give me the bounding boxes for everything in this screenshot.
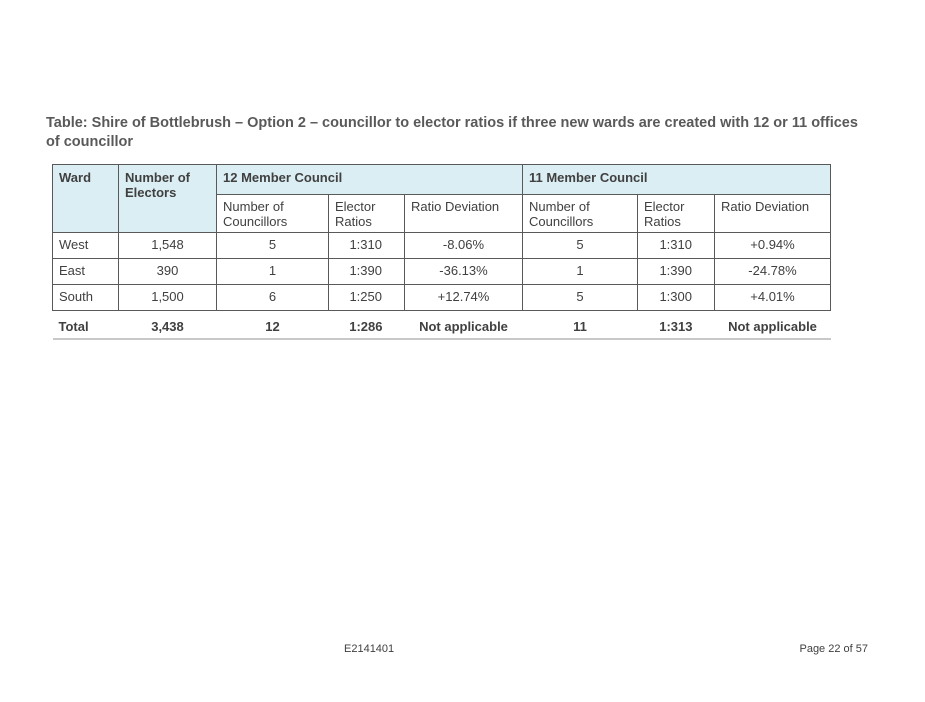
header-elector-ratios-11: Elector Ratios — [638, 195, 715, 233]
table-row — [53, 233, 831, 259]
cell-councillors-11: 11 — [523, 311, 638, 339]
header-electors: Number of Electors — [119, 165, 217, 233]
cell-ward: Total — [53, 311, 119, 339]
cell-deviation-12: -36.13% — [405, 259, 523, 285]
page-number: Page 22 of 57 — [799, 643, 868, 655]
cell-councillors-11: 5 — [523, 233, 638, 259]
cell-ward: South — [53, 285, 119, 311]
cell-ratio-12: 1:286 — [329, 311, 405, 339]
table-row — [53, 285, 831, 311]
cell-ward: West — [53, 233, 119, 259]
cell-ratio-11: 1:313 — [638, 311, 715, 339]
cell-ratio-12: 1:250 — [329, 285, 405, 311]
header-councillors-12: Number of Councillors — [217, 195, 329, 233]
table-row — [53, 259, 831, 285]
cell-councillors-11: 1 — [523, 259, 638, 285]
cell-electors: 1,500 — [119, 285, 217, 311]
table-caption: Table: Shire of Bottlebrush – Option 2 – councillor to elector ratios if three new wards are created with 12 or 11 offices of councillor — [46, 115, 858, 150]
document-id: E2141401 — [344, 643, 395, 655]
header-elector-ratios-12: Elector Ratios — [329, 195, 405, 233]
header-12-member-council: 12 Member Council — [217, 165, 523, 195]
cell-ward: East — [53, 259, 119, 285]
cell-deviation-11: +4.01% — [715, 285, 831, 311]
cell-councillors-12: 6 — [217, 285, 329, 311]
cell-councillors-11: 5 — [523, 285, 638, 311]
cell-electors: 390 — [119, 259, 217, 285]
cell-ratio-11: 1:390 — [638, 259, 715, 285]
cell-councillors-12: 12 — [217, 311, 329, 339]
header-ward: Ward — [53, 165, 119, 233]
cell-councillors-12: 1 — [217, 259, 329, 285]
header-councillors-11: Number of Councillors — [523, 195, 638, 233]
cell-ratio-12: 1:390 — [329, 259, 405, 285]
header-11-member-council: 11 Member Council — [523, 165, 831, 195]
cell-deviation-11: +0.94% — [715, 233, 831, 259]
cell-electors: 3,438 — [119, 311, 217, 339]
cell-electors: 1,548 — [119, 233, 217, 259]
cell-deviation-12: Not applicable — [405, 311, 523, 339]
ratio-table — [52, 164, 831, 340]
total-row — [53, 311, 831, 339]
cell-deviation-11: -24.78% — [715, 259, 831, 285]
cell-councillors-12: 5 — [217, 233, 329, 259]
cell-ratio-11: 1:310 — [638, 233, 715, 259]
cell-deviation-12: +12.74% — [405, 285, 523, 311]
cell-ratio-11: 1:300 — [638, 285, 715, 311]
cell-ratio-12: 1:310 — [329, 233, 405, 259]
cell-deviation-12: -8.06% — [405, 233, 523, 259]
cell-deviation-11: Not applicable — [715, 311, 831, 339]
header-ratio-deviation-11: Ratio Deviation — [715, 195, 831, 233]
header-ratio-deviation-12: Ratio Deviation — [405, 195, 523, 233]
